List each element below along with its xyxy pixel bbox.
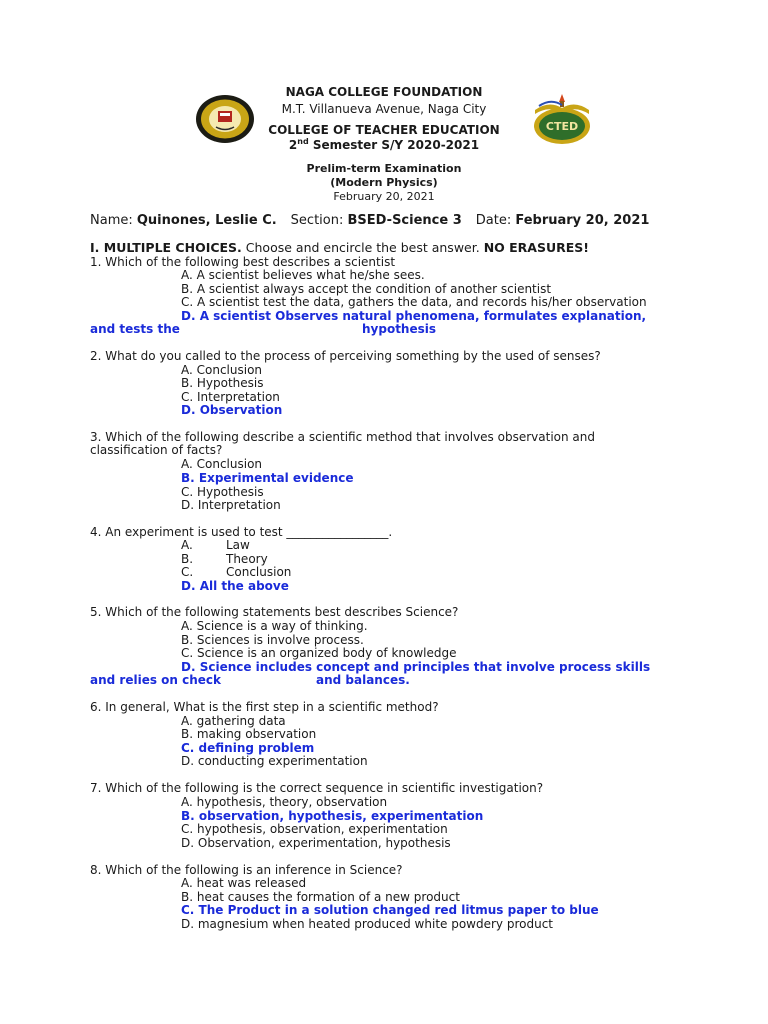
question-4: 4. An experiment is used to test _________________. <box>90 525 393 539</box>
q2-choice-a[interactable]: A. Conclusion <box>181 363 263 377</box>
q7-choice-c[interactable]: C. hypothesis, observation, experimentation <box>181 822 448 836</box>
q4-choice-b[interactable] <box>181 552 268 566</box>
q5-choice-d-continued: and relies on check <box>90 673 222 687</box>
question-1: 1. Which of the following best describes a scientist <box>90 255 396 269</box>
q1-choice-b[interactable]: B. A scientist always accept the condition of another scientist <box>181 282 552 296</box>
name-label: Name: <box>90 213 137 228</box>
q2-choice-b[interactable]: B. Hypothesis <box>181 376 264 390</box>
college-name: COLLEGE OF TEACHER EDUCATION <box>268 123 500 137</box>
q7-choice-b-answer[interactable]: B. observation, hypothesis, experimentation <box>181 809 484 823</box>
school-name: NAGA COLLEGE FOUNDATION <box>285 85 483 99</box>
q4-choice-a-letter: A. <box>181 538 193 552</box>
q1-choice-c[interactable]: C. A scientist test the data, gathers the data, and records his/her observation <box>181 295 647 309</box>
q4-choice-a[interactable] <box>181 538 250 552</box>
q8-choice-c-answer[interactable]: C. The Product in a solution changed red litmus paper to blue <box>181 903 599 917</box>
student-info-line <box>90 213 649 229</box>
question-3-continued: classification of facts? <box>90 443 223 457</box>
q5-choice-d-end: and balances. <box>316 673 410 687</box>
q6-choice-a[interactable]: A. gathering data <box>181 714 286 728</box>
q4-choice-c[interactable] <box>181 565 292 579</box>
section-label: Section: <box>290 213 348 228</box>
semester-suffix: nd <box>297 137 309 146</box>
q1-choice-a[interactable]: A. A scientist believes what he/she sees. <box>181 268 425 282</box>
q2-choice-d-answer[interactable]: D. Observation <box>181 403 283 417</box>
question-7: 7. Which of the following is the correct sequence in scientific investigation? <box>90 781 544 795</box>
q4-choice-d-answer[interactable]: D. All the above <box>181 579 289 593</box>
student-section: BSED-Science 3 <box>347 213 462 228</box>
question-5: 5. Which of the following statements best describes Science? <box>90 605 459 619</box>
exam-date: February 20, 2021 <box>333 190 435 203</box>
school-address: M.T. Villanueva Avenue, Naga City <box>281 102 487 116</box>
q5-choice-d-answer[interactable]: D. Science includes concept and principles that involve process skills <box>181 660 651 674</box>
q4-choice-c-text: Conclusion <box>226 565 292 579</box>
q7-choice-a[interactable]: A. hypothesis, theory, observation <box>181 795 388 809</box>
instructions-text: Choose and encircle the best answer. <box>241 240 484 255</box>
question-6: 6. In general, What is the first step in a scientific method? <box>90 700 439 714</box>
student-date: February 20, 2021 <box>515 213 650 228</box>
semester-rest: Semester S/Y 2020-2021 <box>308 138 480 152</box>
q6-choice-b[interactable]: B. making observation <box>181 727 317 741</box>
q6-choice-d[interactable]: D. conducting experimentation <box>181 754 368 768</box>
q4-choice-b-text: Theory <box>226 552 268 566</box>
cted-logo-text: CTED <box>545 120 579 133</box>
exam-title: Prelim-term Examination <box>306 162 462 175</box>
q2-choice-c[interactable]: C. Interpretation <box>181 390 280 404</box>
q3-choice-c[interactable]: C. Hypothesis <box>181 485 264 499</box>
q4-choice-b-letter: B. <box>181 552 194 566</box>
q5-choice-b[interactable]: B. Sciences is involve process. <box>181 633 364 647</box>
q8-choice-b[interactable]: B. heat causes the formation of a new product <box>181 890 460 904</box>
q5-choice-a[interactable]: A. Science is a way of thinking. <box>181 619 368 633</box>
semester-line <box>0 138 768 153</box>
q1-choice-d-continued: and tests the <box>90 322 180 336</box>
instructions <box>90 241 589 255</box>
no-erasures-warning: NO ERASURES! <box>483 240 589 255</box>
semester-number: 2 <box>288 138 298 152</box>
question-8: 8. Which of the following is an inference in Science? <box>90 863 403 877</box>
date-label: Date: <box>475 213 516 228</box>
student-name: Quinones, Leslie C. <box>136 213 277 228</box>
section-heading: I. MULTIPLE CHOICES. <box>90 240 242 255</box>
q1-choice-d-answer[interactable]: D. A scientist Observes natural phenomena, formulates explanation, <box>181 309 647 323</box>
question-2: 2. What do you called to the process of perceiving something by the used of senses? <box>90 349 601 363</box>
q3-choice-d[interactable]: D. Interpretation <box>181 498 281 512</box>
q8-choice-d[interactable]: D. magnesium when heated produced white powdery product <box>181 917 553 931</box>
q8-choice-a[interactable]: A. heat was released <box>181 876 307 890</box>
q6-choice-c-answer[interactable]: C. defining problem <box>181 741 315 755</box>
q7-choice-d[interactable]: D. Observation, experimentation, hypothesis <box>181 836 451 850</box>
q3-choice-a[interactable]: A. Conclusion <box>181 457 263 471</box>
q5-choice-c[interactable]: C. Science is an organized body of knowledge <box>181 646 457 660</box>
q4-choice-c-letter: C. <box>181 565 194 579</box>
q1-choice-d-end: hypothesis <box>362 322 437 336</box>
exam-subject: (Modern Physics) <box>330 176 438 189</box>
q3-choice-b-answer[interactable]: B. Experimental evidence <box>181 471 354 485</box>
q4-choice-a-text: Law <box>226 538 250 552</box>
question-3: 3. Which of the following describe a scientific method that involves observation and <box>90 430 595 444</box>
